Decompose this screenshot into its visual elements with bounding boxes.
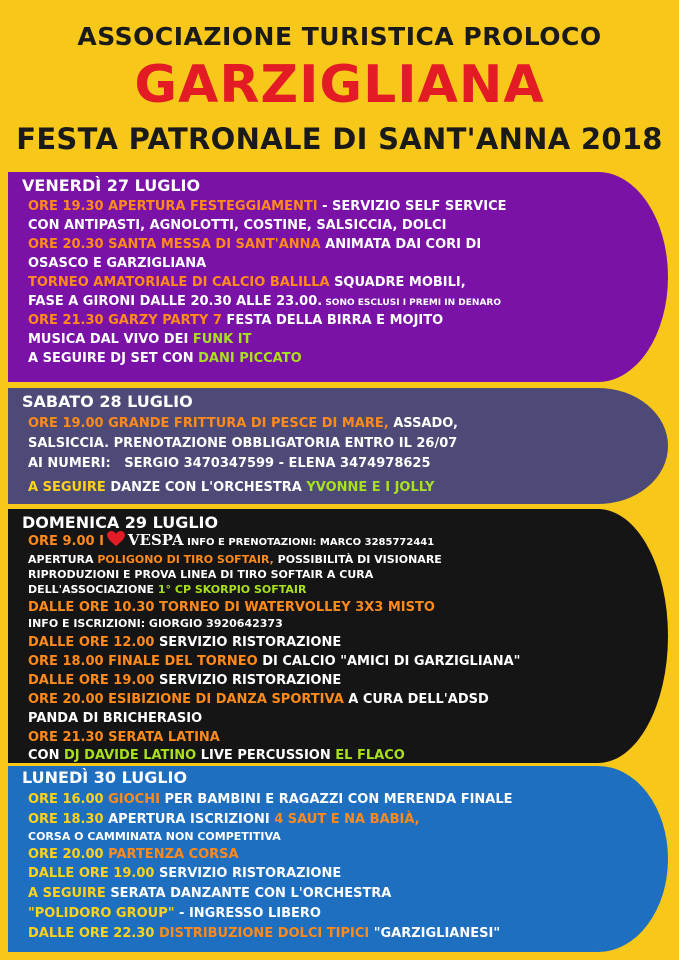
saturday-line-4: A SEGUIRE DANZE CON L'ORCHESTRA YVONNE E I JOLLY [28,480,435,495]
sunday-line-4: DELL'ASSOCIAZIONE 1° CP SKORPIO SOFTAIR [28,583,307,596]
sunday-line-5: DALLE ORE 10.30 TORNEO DI WATERVOLLEY 3X3 MISTO [28,600,435,615]
monday-line-1: ORE 16.00 GIOCHI PER BAMBINI E RAGAZZI CON MERENDA FINALE [28,792,513,807]
sunday-line-7: DALLE ORE 12.00 SERVIZIO RISTORAZIONE [28,635,342,650]
friday-panel [8,172,668,382]
monday-line-8: DALLE ORE 22.30 DISTRIBUZIONE DOLCI TIPICI "GARZIGLIANESI" [28,926,501,941]
friday-line-6: FASE A GIRONI DALLE 20.30 ALLE 23.00. SONO ESCLUSI I PREMI IN DENARO [28,294,501,309]
monday-line-6: A SEGUIRE SERATA DANZANTE CON L'ORCHESTRA [28,886,392,901]
sunday-panel [8,509,668,763]
saturday-panel [8,388,668,504]
sunday-line-9: DALLE ORE 19.00 SERVIZIO RISTORAZIONE [28,673,342,688]
poster-header [0,0,679,172]
sunday-line-3: RIPRODUZIONI E PROVA LINEA DI TIRO SOFTAIR A CURA [28,568,374,581]
sunday-line-8: ORE 18.00 FINALE DEL TORNEO DI CALCIO "AMICI DI GARZIGLIANA" [28,654,521,669]
monday-day-heading: LUNEDÌ 30 LUGLIO [22,768,188,787]
saturday-line-3: AI NUMERI: SERGIO 3470347599 - ELENA 3474978625 [28,456,431,471]
sunday-line-1: ORE 9.00 I VESPA INFO E PRENOTAZIONI: MARCO 3285772441 [28,531,435,549]
friday-day-heading: VENERDÌ 27 LUGLIO [22,176,201,195]
sunday-line-6: INFO E ISCRIZIONI: GIORGIO 3920642373 [28,617,283,630]
monday-line-4: ORE 20.00 PARTENZA CORSA [28,847,239,862]
monday-line-5: DALLE ORE 19.00 SERVIZIO RISTORAZIONE [28,866,342,881]
sunday-line-2: APERTURA POLIGONO DI TIRO SOFTAIR, POSSIBILITÀ DI VISIONARE [28,553,442,566]
friday-line-8: MUSICA DAL VIVO DEI FUNK IT [28,332,252,347]
sunday-day-heading: DOMENICA 29 LUGLIO [22,513,219,532]
monday-line-7: "POLIDORO GROUP" - INGRESSO LIBERO [28,906,321,921]
monday-panel [8,766,668,952]
saturday-line-2: SALSICCIA. PRENOTAZIONE OBBLIGATORIA ENTRO IL 26/07 [28,436,458,451]
friday-line-2: CON ANTIPASTI, AGNOLOTTI, COSTINE, SALSICCIA, DOLCI [28,218,447,233]
sunday-line-10: ORE 20.00 ESIBIZIONE DI DANZA SPORTIVA A CURA DELL'ADSD [28,692,489,707]
sunday-line-11: PANDA DI BRICHERASIO [28,711,203,726]
event-title: FESTA PATRONALE DI SANT'ANNA 2018 [16,122,663,156]
association-name: ASSOCIAZIONE TURISTICA PROLOCO [77,22,602,51]
friday-line-3: ORE 20.30 SANTA MESSA DI SANT'ANNA ANIMATA DAI CORI DI [28,237,482,252]
friday-line-1: ORE 19.30 APERTURA FESTEGGIAMENTI - SERVIZIO SELF SERVICE [28,199,507,214]
monday-line-3: CORSA O CAMMINATA NON COMPETITIVA [28,830,281,843]
friday-line-5: TORNEO AMATORIALE DI CALCIO BALILLA SQUADRE MOBILI, [28,275,466,290]
saturday-day-heading: SABATO 28 LUGLIO [22,392,193,411]
heart-icon [107,531,125,547]
friday-line-4: OSASCO E GARZIGLIANA [28,256,207,271]
village-name: GARZIGLIANA [134,55,545,115]
sunday-line-12: ORE 21.30 SERATA LATINA [28,730,220,745]
sunday-line-13: CON DJ DAVIDE LATINO LIVE PERCUSSION EL FLACO [28,748,405,763]
saturday-line-1: ORE 19.00 GRANDE FRITTURA DI PESCE DI MARE, ASSADO, [28,416,458,431]
friday-line-9: A SEGUIRE DJ SET CON DANI PICCATO [28,351,302,366]
friday-line-7: ORE 21.30 GARZY PARTY 7 FESTA DELLA BIRRA E MOJITO [28,313,444,328]
monday-line-2: ORE 18.30 APERTURA ISCRIZIONI 4 SAUT E NA BABIÀ, [28,812,420,827]
